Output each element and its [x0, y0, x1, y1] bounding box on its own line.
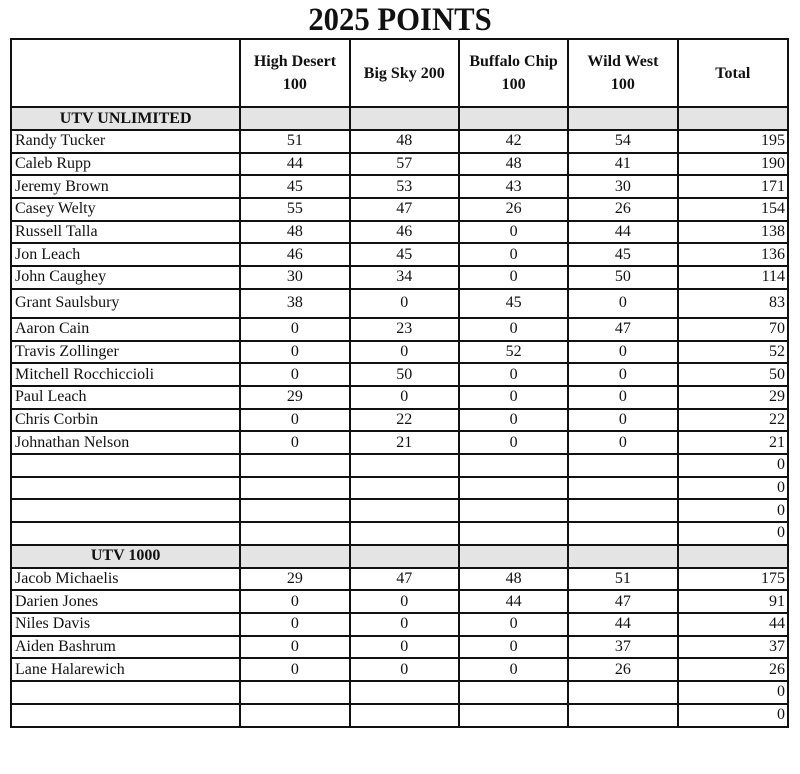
- score-cell: 51: [240, 130, 349, 153]
- header-line1: Buffalo Chip: [469, 53, 558, 70]
- table-row: [11, 221, 788, 244]
- score-cell: 45: [459, 289, 568, 318]
- score-cell: [568, 454, 677, 477]
- score-cell: 44: [568, 221, 677, 244]
- table-row: [11, 431, 788, 454]
- driver-name: Aaron Cain: [11, 318, 240, 341]
- score-cell: 41: [568, 153, 677, 176]
- table-row: [11, 289, 788, 318]
- driver-name: [11, 454, 240, 477]
- total-cell: 195: [678, 130, 788, 153]
- score-cell: [568, 477, 677, 500]
- driver-name: John Caughey: [11, 266, 240, 289]
- score-cell: 0: [459, 318, 568, 341]
- driver-name: Randy Tucker: [11, 130, 240, 153]
- driver-name: Lane Halarewich: [11, 658, 240, 681]
- score-cell: 0: [350, 386, 459, 409]
- table-row: [11, 341, 788, 364]
- total-cell: 83: [678, 289, 788, 318]
- score-cell: 45: [568, 243, 677, 266]
- score-cell: [568, 704, 677, 727]
- score-cell: 0: [240, 341, 349, 364]
- score-cell: [350, 704, 459, 727]
- section-empty-cell: [240, 545, 349, 568]
- section-header-row: [11, 545, 788, 568]
- table-row: [11, 454, 788, 477]
- driver-name: Chris Corbin: [11, 409, 240, 432]
- header-wild-west: [568, 39, 677, 107]
- total-cell: 26: [678, 658, 788, 681]
- score-cell: 0: [568, 431, 677, 454]
- header-line2: 100: [610, 76, 635, 93]
- score-cell: 34: [350, 266, 459, 289]
- driver-name: Grant Saulsbury: [11, 289, 240, 318]
- score-cell: 22: [350, 409, 459, 432]
- total-cell: 0: [678, 499, 788, 522]
- table-row: [11, 658, 788, 681]
- driver-name: Paul Leach: [11, 386, 240, 409]
- total-cell: 70: [678, 318, 788, 341]
- score-cell: 47: [568, 318, 677, 341]
- driver-name: Travis Zollinger: [11, 341, 240, 364]
- table-row: [11, 243, 788, 266]
- total-cell: 0: [678, 704, 788, 727]
- score-cell: 26: [459, 198, 568, 221]
- header-row: [11, 39, 788, 107]
- score-cell: [568, 499, 677, 522]
- page-title: 2025 POINTS: [308, 2, 492, 38]
- header-line2: 100: [501, 76, 526, 93]
- driver-name: Niles Davis: [11, 613, 240, 636]
- total-cell: 154: [678, 198, 788, 221]
- score-cell: [459, 477, 568, 500]
- score-cell: 44: [568, 613, 677, 636]
- score-cell: 43: [459, 175, 568, 198]
- table-row: [11, 704, 788, 727]
- table-row: [11, 636, 788, 659]
- score-cell: 52: [459, 341, 568, 364]
- score-cell: 0: [459, 636, 568, 659]
- points-table: [10, 38, 789, 728]
- score-cell: [459, 522, 568, 545]
- total-cell: 22: [678, 409, 788, 432]
- total-cell: 91: [678, 590, 788, 613]
- score-cell: 0: [240, 636, 349, 659]
- score-cell: [350, 454, 459, 477]
- score-cell: 0: [459, 613, 568, 636]
- header-line2: 100: [282, 76, 307, 93]
- table-row: [11, 409, 788, 432]
- score-cell: 0: [568, 341, 677, 364]
- score-cell: [459, 499, 568, 522]
- total-cell: 0: [678, 522, 788, 545]
- score-cell: 54: [568, 130, 677, 153]
- total-cell: 0: [678, 454, 788, 477]
- score-cell: 0: [459, 431, 568, 454]
- header-big-sky: [350, 39, 459, 107]
- driver-name: [11, 522, 240, 545]
- total-cell: 175: [678, 568, 788, 591]
- table-body: [11, 107, 788, 727]
- driver-name: Jon Leach: [11, 243, 240, 266]
- score-cell: [240, 681, 349, 704]
- driver-name: Casey Welty: [11, 198, 240, 221]
- section-header-row: [11, 107, 788, 130]
- section-empty-cell: [678, 545, 788, 568]
- score-cell: 0: [568, 386, 677, 409]
- table-row: [11, 318, 788, 341]
- total-cell: 138: [678, 221, 788, 244]
- score-cell: 0: [240, 613, 349, 636]
- driver-name: Mitchell Rocchiccioli: [11, 363, 240, 386]
- score-cell: [240, 477, 349, 500]
- score-cell: 0: [459, 409, 568, 432]
- score-cell: [350, 522, 459, 545]
- score-cell: 57: [350, 153, 459, 176]
- table-row: [11, 522, 788, 545]
- score-cell: 0: [350, 341, 459, 364]
- score-cell: 48: [240, 221, 349, 244]
- total-cell: 171: [678, 175, 788, 198]
- driver-name: Jacob Michaelis: [11, 568, 240, 591]
- score-cell: 0: [459, 658, 568, 681]
- score-cell: [568, 522, 677, 545]
- driver-name: Caleb Rupp: [11, 153, 240, 176]
- driver-name: Aiden Bashrum: [11, 636, 240, 659]
- total-cell: 114: [678, 266, 788, 289]
- driver-name: [11, 704, 240, 727]
- score-cell: 42: [459, 130, 568, 153]
- score-cell: 29: [240, 568, 349, 591]
- score-cell: [350, 499, 459, 522]
- header-high-desert: [240, 39, 349, 107]
- table-row: [11, 175, 788, 198]
- score-cell: 37: [568, 636, 677, 659]
- table-row: [11, 363, 788, 386]
- table-row: [11, 681, 788, 704]
- score-cell: 47: [568, 590, 677, 613]
- table-row: [11, 198, 788, 221]
- driver-name: [11, 681, 240, 704]
- score-cell: [459, 454, 568, 477]
- driver-name: Darien Jones: [11, 590, 240, 613]
- score-cell: [350, 477, 459, 500]
- table-row: [11, 477, 788, 500]
- driver-name: Jeremy Brown: [11, 175, 240, 198]
- score-cell: 48: [459, 568, 568, 591]
- score-cell: 26: [568, 198, 677, 221]
- score-cell: 47: [350, 198, 459, 221]
- section-label: UTV 1000: [11, 545, 240, 568]
- score-cell: 23: [350, 318, 459, 341]
- score-cell: 30: [568, 175, 677, 198]
- header-line1: High Desert: [253, 53, 337, 70]
- total-cell: 52: [678, 341, 788, 364]
- section-empty-cell: [350, 545, 459, 568]
- section-empty-cell: [678, 107, 788, 130]
- score-cell: 0: [568, 363, 677, 386]
- score-cell: 0: [459, 221, 568, 244]
- section-empty-cell: [568, 107, 677, 130]
- section-empty-cell: [350, 107, 459, 130]
- score-cell: [350, 681, 459, 704]
- score-cell: 45: [240, 175, 349, 198]
- score-cell: [459, 681, 568, 704]
- header-line1: Wild West: [587, 53, 659, 70]
- score-cell: 45: [350, 243, 459, 266]
- score-cell: 26: [568, 658, 677, 681]
- score-cell: 0: [568, 289, 677, 318]
- score-cell: 0: [350, 289, 459, 318]
- score-cell: [459, 704, 568, 727]
- score-cell: 0: [350, 613, 459, 636]
- table-row: [11, 590, 788, 613]
- table-row: [11, 266, 788, 289]
- score-cell: 48: [459, 153, 568, 176]
- section-empty-cell: [459, 545, 568, 568]
- score-cell: 0: [240, 431, 349, 454]
- score-cell: 0: [568, 409, 677, 432]
- header-line1: Big Sky 200: [363, 64, 445, 82]
- total-cell: 136: [678, 243, 788, 266]
- section-empty-cell: [459, 107, 568, 130]
- score-cell: 0: [459, 243, 568, 266]
- score-cell: 0: [350, 590, 459, 613]
- score-cell: 0: [350, 658, 459, 681]
- total-cell: 50: [678, 363, 788, 386]
- section-empty-cell: [568, 545, 677, 568]
- score-cell: 50: [350, 363, 459, 386]
- score-cell: 0: [459, 266, 568, 289]
- total-cell: 0: [678, 681, 788, 704]
- score-cell: 46: [350, 221, 459, 244]
- score-cell: 51: [568, 568, 677, 591]
- table-row: [11, 568, 788, 591]
- score-cell: 55: [240, 198, 349, 221]
- table-row: [11, 153, 788, 176]
- driver-name: [11, 477, 240, 500]
- score-cell: [240, 454, 349, 477]
- section-label: UTV UNLIMITED: [11, 107, 240, 130]
- score-cell: [240, 704, 349, 727]
- header-total: Total: [678, 39, 788, 107]
- score-cell: 0: [240, 590, 349, 613]
- driver-name: [11, 499, 240, 522]
- score-cell: 38: [240, 289, 349, 318]
- header-buffalo-chip: [459, 39, 568, 107]
- section-empty-cell: [240, 107, 349, 130]
- score-cell: 21: [350, 431, 459, 454]
- score-cell: 53: [350, 175, 459, 198]
- total-cell: 29: [678, 386, 788, 409]
- header-name: [11, 39, 240, 107]
- score-cell: 30: [240, 266, 349, 289]
- driver-name: Johnathan Nelson: [11, 431, 240, 454]
- table-row: [11, 386, 788, 409]
- score-cell: 29: [240, 386, 349, 409]
- score-cell: 0: [240, 363, 349, 386]
- total-cell: 21: [678, 431, 788, 454]
- score-cell: 50: [568, 266, 677, 289]
- score-cell: [240, 522, 349, 545]
- total-cell: 37: [678, 636, 788, 659]
- score-cell: 0: [459, 386, 568, 409]
- total-cell: 44: [678, 613, 788, 636]
- total-cell: 190: [678, 153, 788, 176]
- score-cell: 0: [459, 363, 568, 386]
- score-cell: 47: [350, 568, 459, 591]
- score-cell: 44: [459, 590, 568, 613]
- score-cell: 44: [240, 153, 349, 176]
- score-cell: 46: [240, 243, 349, 266]
- score-cell: 48: [350, 130, 459, 153]
- score-cell: [240, 499, 349, 522]
- total-cell: 0: [678, 477, 788, 500]
- score-cell: 0: [240, 318, 349, 341]
- score-cell: 0: [350, 636, 459, 659]
- score-cell: 0: [240, 658, 349, 681]
- driver-name: Russell Talla: [11, 221, 240, 244]
- table-row: [11, 130, 788, 153]
- table-row: [11, 499, 788, 522]
- score-cell: [568, 681, 677, 704]
- table-row: [11, 613, 788, 636]
- score-cell: 0: [240, 409, 349, 432]
